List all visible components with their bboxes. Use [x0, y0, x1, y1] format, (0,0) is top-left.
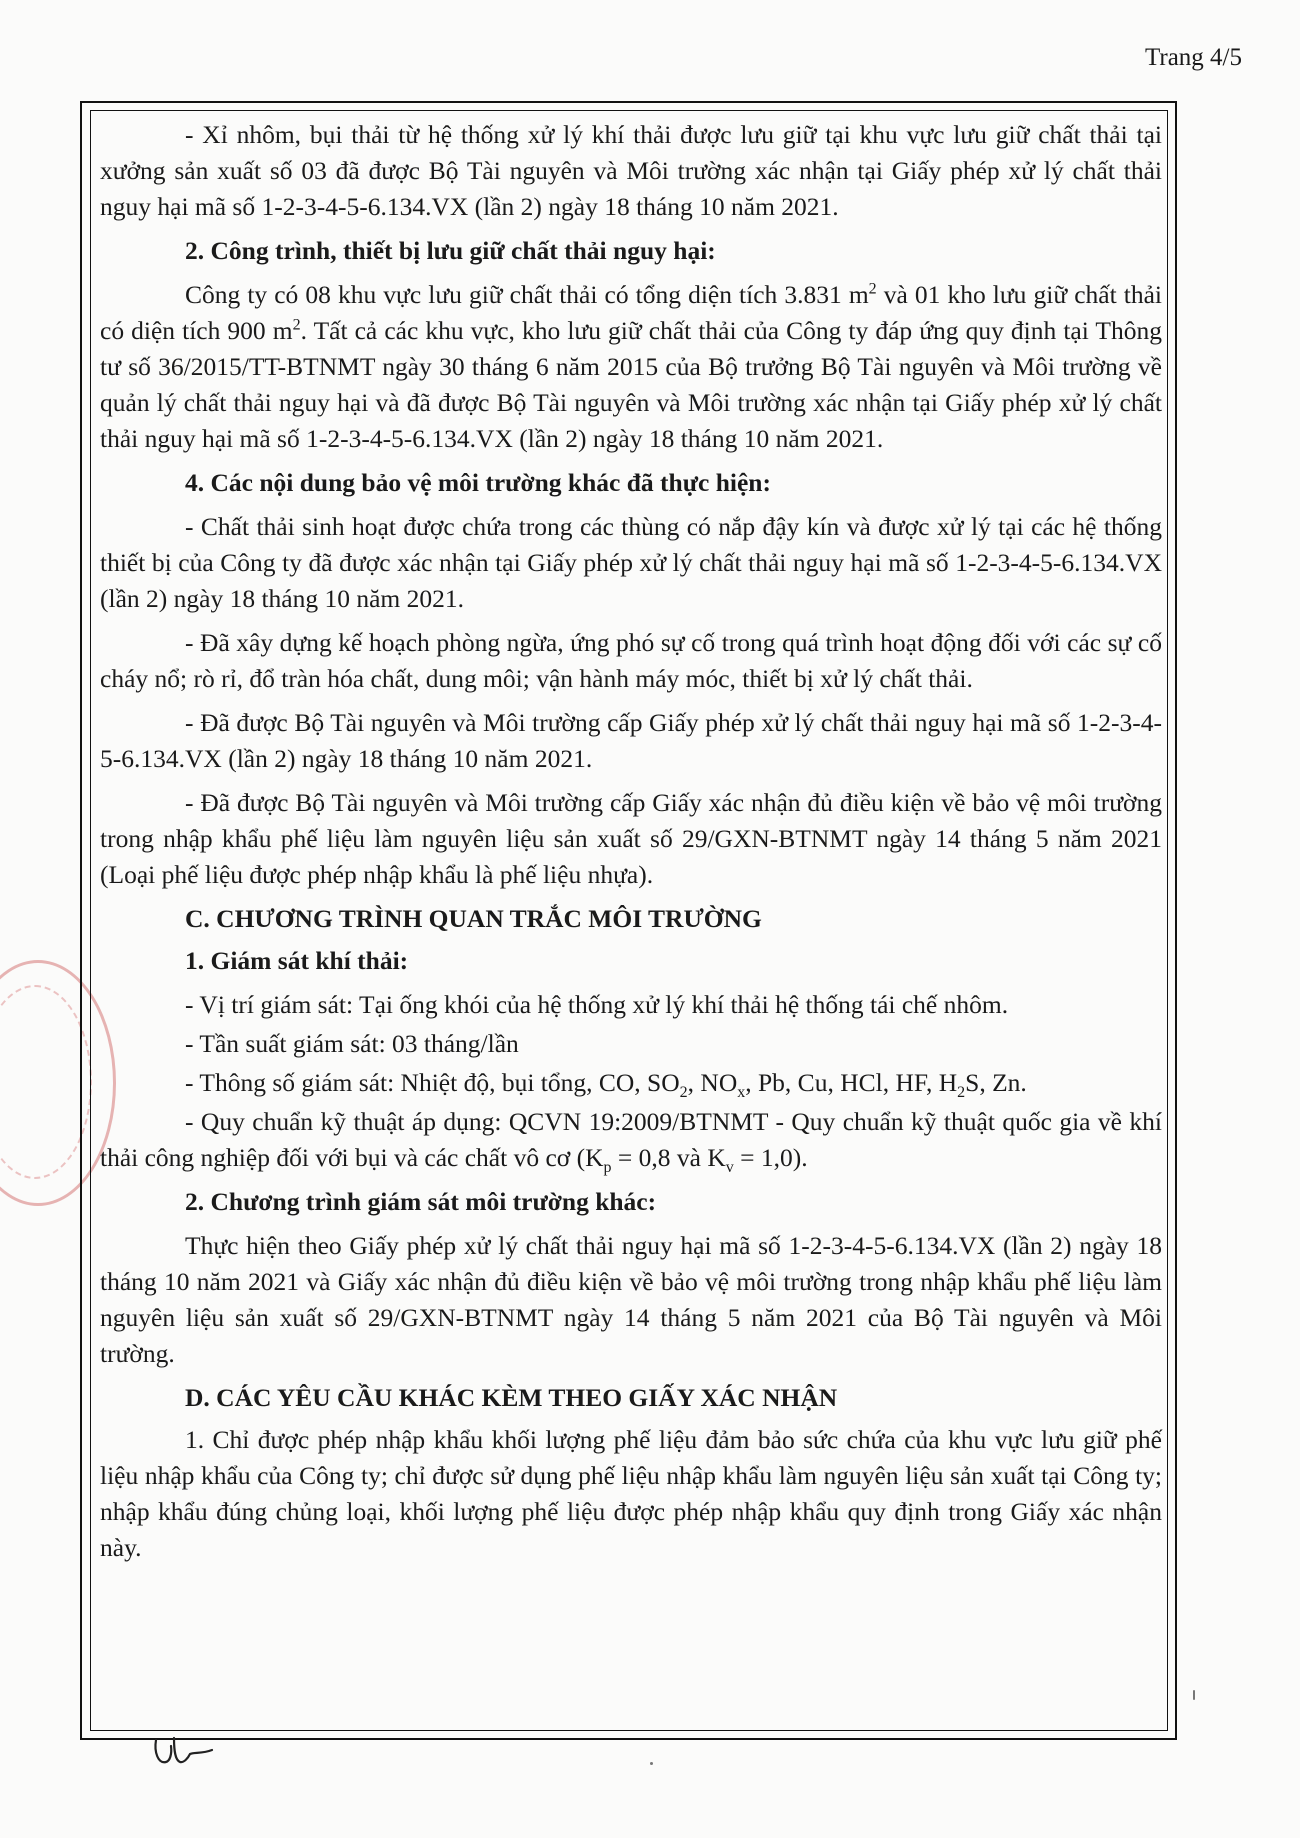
- scan-speck: [1193, 1690, 1195, 1700]
- paragraph-requirement-1: 1. Chỉ được phép nhập khẩu khối lượng phế liệu đảm bảo sức chứa của khu vực lưu giữ phế liệu nhập khẩu của Công ty; chỉ được sử dụng phế liệu nhập khẩu làm nguyên liệu sản xuất tại Công ty; nhập khẩu đúng chủng loại, khối lượng phế liệu được phép nhập khẩu quy định trong Giấy xác nhận này.: [100, 1425, 1162, 1562]
- paragraph-incident-plan: - Đã xây dựng kế hoạch phòng ngừa, ứng phó sự cố trong quá trình hoạt động đối với các sự cố cháy nổ; rò rỉ, đổ tràn hóa chất, dung môi; vận hành máy móc, thiết bị xử lý chất thải.: [100, 628, 1162, 693]
- paragraph-import-certificate: - Đã được Bộ Tài nguyên và Môi trường cấp Giấy xác nhận đủ điều kiện về bảo vệ môi trường trong nhập khẩu phế liệu làm nguyên liệu sản xuất số 29/GXN-BTNMT ngày 14 tháng 5 năm 2021 (Loại phế liệu được phép nhập khẩu là phế liệu nhựa).: [100, 788, 1162, 889]
- section-c-title: C. CHƯƠNG TRÌNH QUAN TRẮC MÔI TRƯỜNG: [185, 904, 762, 933]
- scan-speck: [650, 1762, 653, 1765]
- paragraph-hazardous-license: - Đã được Bộ Tài nguyên và Môi trường cấp Giấy phép xử lý chất thải nguy hại mã số 1-2-3-4-5-6.134.VX (lần 2) ngày 18 tháng 10 năm 2021.: [100, 708, 1162, 773]
- section-d-title: D. CÁC YÊU CẦU KHÁC KÈM THEO GIẤY XÁC NHẬN: [185, 1383, 838, 1412]
- paragraph-storage-areas: Công ty có 08 khu vực lưu giữ chất thải có tổng diện tích 3.831 $m^2$ và 01 kho lưu giữ chất thải có diện tích 900 $m^2$. Tất cả các khu vực, kho lưu giữ chất thải của Công ty đáp ứng quy định tại Thông tư số 36/2015/TT-BTNMT ngày 30 tháng 6 năm 2015 của Bộ trưởng Bộ Tài nguyên và Môi trường về quản lý chất thải nguy hại và đã được Bộ Tài nguyên và Môi trường xác nhận tại Giấy phép xử lý chất thải nguy hại mã số 1-2-3-4-5-6.134.VX (lần 2) ngày 18 tháng 10 năm 2021.: [100, 280, 1162, 453]
- initials-signature: [150, 1732, 220, 1772]
- paragraph-other-monitoring: Thực hiện theo Giấy phép xử lý chất thải nguy hại mã số 1-2-3-4-5-6.134.VX (lần 2) ngày 18 tháng 10 năm 2021 và Giấy xác nhận đủ điều kiện về bảo vệ môi trường trong nhập khẩu phế liệu làm nguyên liệu sản xuất số 29/GXN-BTNMT ngày 14 tháng 5 năm 2021 của Bộ Tài nguyên và Môi trường.: [100, 1231, 1162, 1368]
- heading-other-protection: 4. Các nội dung bảo vệ môi trường khác đã thực hiện:: [185, 468, 771, 497]
- item-monitoring-parameters: - Thông số giám sát: Nhiệt độ, bụi tổng, CO, $SO_2$, $NO_x$, Pb, Cu, HCl, HF, $H_2S$, Zn.: [185, 1068, 1027, 1102]
- item-technical-standard: - Quy chuẩn kỹ thuật áp dụng: QCVN 19:2009/BTNMT - Quy chuẩn kỹ thuật quốc gia về khí thải công nghiệp đối với bụi và các chất vô cơ ($K_p = 0,8$ và $K_v = 1,0$).: [100, 1107, 1162, 1177]
- heading-other-monitoring: 2. Chương trình giám sát môi trường khác:: [185, 1187, 657, 1216]
- heading-emission-monitoring: 1. Giám sát khí thải:: [185, 946, 409, 975]
- item-monitoring-frequency: - Tần suất giám sát: 03 tháng/lần: [185, 1029, 519, 1058]
- document-body: [100, 117, 1162, 1574]
- page-number: Trang 4/5: [1144, 44, 1242, 71]
- paragraph-aluminum-slag: - Xỉ nhôm, bụi thải từ hệ thống xử lý khí thải được lưu giữ tại khu vực lưu giữ chất thải tại xưởng sản xuất số 03 đã được Bộ Tài nguyên và Môi trường xác nhận tại Giấy phép xử lý chất thải nguy hại mã số 1-2-3-4-5-6.134.VX (lần 2) ngày 18 tháng 10 năm 2021.: [100, 120, 1162, 221]
- paragraph-domestic-waste: - Chất thải sinh hoạt được chứa trong các thùng có nắp đậy kín và được xử lý tại các hệ thống thiết bị của Công ty đã được xác nhận tại Giấy phép xử lý chất thải nguy hại mã số 1-2-3-4-5-6.134.VX (lần 2) ngày 18 tháng 10 năm 2021.: [100, 512, 1162, 613]
- heading-storage-facilities: 2. Công trình, thiết bị lưu giữ chất thải nguy hại:: [185, 236, 716, 265]
- item-monitoring-location: - Vị trí giám sát: Tại ống khói của hệ thống xử lý khí thải hệ thống tái chế nhôm.: [185, 990, 1009, 1019]
